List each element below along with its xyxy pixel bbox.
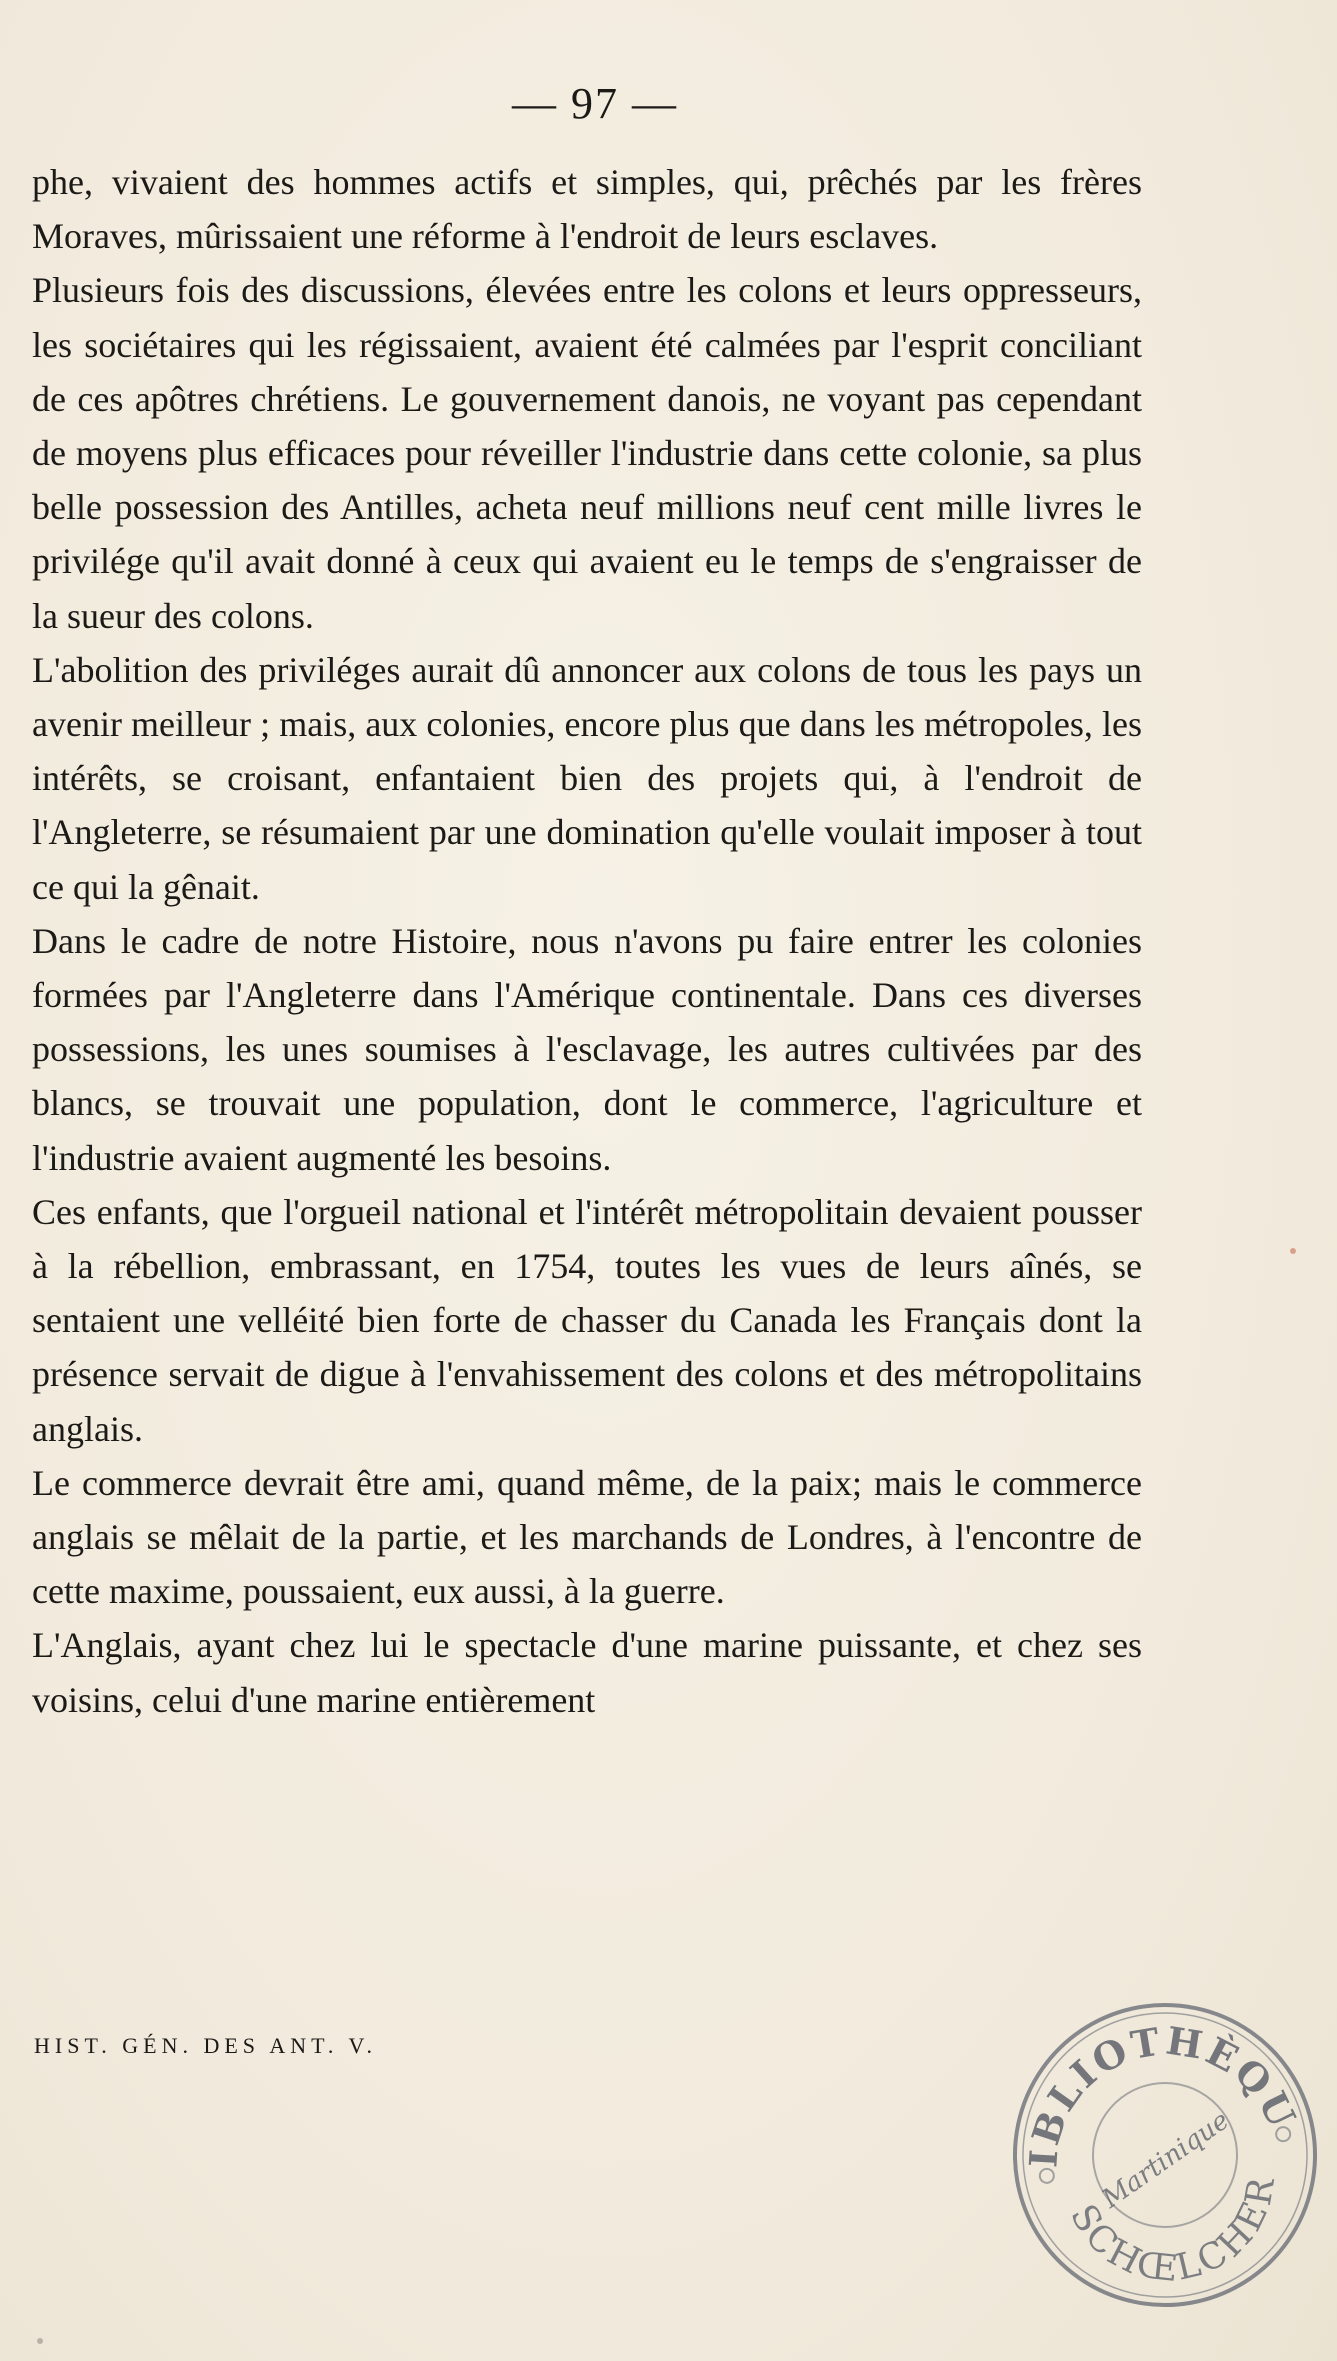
body-text xyxy=(32,155,1142,1727)
paragraph: phe, vivaient des hommes actifs et simples, qui, prêchés par les frères Moraves, mûrissaient une réforme à l'endroit de leurs esclaves. xyxy=(32,162,1142,257)
paragraph: L'Anglais, ayant chez lui le spectacle d'une marine puissante, et chez ses voisins, celui d'une marine entièrement xyxy=(32,1625,1142,1720)
page-number: — 97 — xyxy=(512,79,678,128)
paper-speck xyxy=(37,2338,43,2344)
svg-text:BIBLIOTHÈQUE xyxy=(974,1964,1308,2186)
stamp-top-text: BIBLIOTHÈQUE xyxy=(973,1982,1306,2169)
stamp-bottom-text: SCHŒLCHER xyxy=(1062,2172,1284,2291)
library-stamp xyxy=(974,1964,1337,2346)
paragraph: L'abolition des priviléges aurait dû annoncer aux colons de tous les pays un avenir meilleur ; mais, aux colonies, encore plus que dans les métropoles, les intérêts, se croisant, enfantaient bien des projets qui, à l'endroit de l'Angleterre, se résumaient par une domination qu'elle voulait imposer à tout ce qui la gênait. xyxy=(32,649,1142,907)
stamp-middle-text: Martinique xyxy=(1096,2105,1235,2215)
signature-mark: HIST. GÉN. DES ANT. V. xyxy=(34,2033,378,2058)
paper-speck xyxy=(1290,1248,1296,1254)
paragraph: Le commerce devrait être ami, quand même, de la paix; mais le commerce anglais se mêlait de la partie, et les marchands de Londres, à l'encontre de cette maxime, poussaient, eux aussi, à la guerre. xyxy=(32,1462,1142,1612)
paragraph: Ces enfants, que l'orgueil national et l'intérêt métropolitain devaient pousser à la rébellion, embrassant, en 1754, toutes les vues de leurs aînés, se sentaient une velléité bien forte de chasser du Canada les Français dont la présence servait de digue à l'envahissement des colons et des métropolitains anglais. xyxy=(32,1191,1142,1449)
paragraph: Dans le cadre de notre Histoire, nous n'avons pu faire entrer les colonies formées par l'Angleterre dans l'Amérique continentale. Dans ces diverses possessions, les unes soumises à l'esclavage, les autres cultivées par des blancs, se trouvait une population, dont le commerce, l'agriculture et l'industrie avaient augmenté les besoins. xyxy=(32,920,1142,1178)
paragraph: Plusieurs fois des discussions, élevées entre les colons et leurs oppresseurs, les sociétaires qui les régissaient, avaient été calmées par l'esprit conciliant de ces apôtres chrétiens. Le gouvernement danois, ne voyant pas cependant de moyens plus efficaces pour réveiller l'industrie dans cette colonie, sa plus belle possession des Antilles, acheta neuf millions neuf cent mille livres le privilége qu'il avait donné à ceux qui avaient eu le temps de s'engraisser de la sueur des colons. xyxy=(32,270,1142,636)
